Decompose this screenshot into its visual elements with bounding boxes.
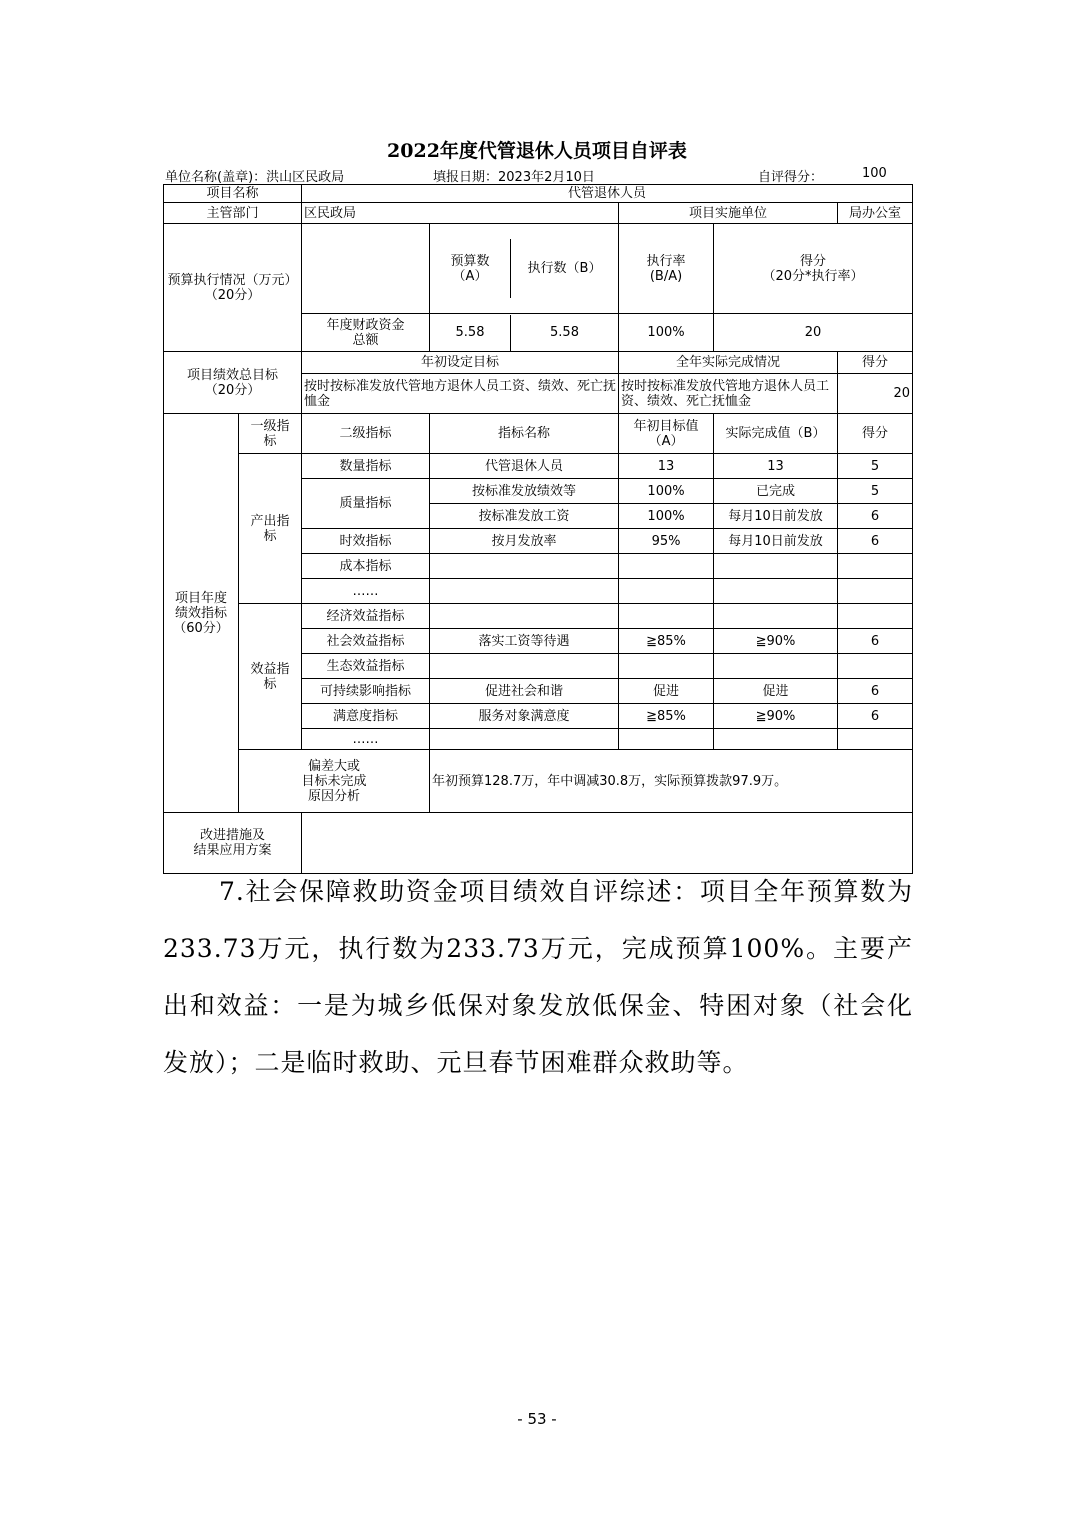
- indicator-name: 按标准发放工资: [430, 504, 619, 529]
- indicator-l2: ……: [302, 579, 430, 604]
- exec-value: 5.58: [550, 325, 579, 340]
- indicator-name: [430, 604, 619, 629]
- indicator-name: [430, 654, 619, 679]
- budget-empty: [302, 224, 430, 314]
- indicator-score: 6: [838, 679, 913, 704]
- overall-actual: 按时按标准发放代管地方退休人员工资、绩效、死亡抚恤金: [619, 374, 838, 414]
- unit-name: 单位名称(盖章)：洪山区民政局: [165, 170, 345, 185]
- indicator-l2: 经济效益指标: [302, 604, 430, 629]
- indicator-name: [430, 554, 619, 579]
- indicator-l2: 质量指标: [302, 479, 430, 529]
- indicator-actual: 每月10日前发放: [714, 529, 838, 554]
- indicator-score: [838, 654, 913, 679]
- l2-header: 二级指标: [302, 414, 430, 454]
- indicator-target: [619, 654, 714, 679]
- indicator-actual: [714, 729, 838, 750]
- indicator-target: ≧85%: [619, 629, 714, 654]
- rate-value: 100%: [619, 314, 714, 352]
- page-number: - 53 -: [517, 1410, 557, 1428]
- indicator-score: 6: [838, 504, 913, 529]
- indicator-actual: [714, 604, 838, 629]
- summary-paragraph: [163, 863, 913, 1091]
- indicator-target: ≧85%: [619, 704, 714, 729]
- indicator-actual: 13: [714, 454, 838, 479]
- budget-value: 5.58: [430, 315, 511, 351]
- indicator-name: 按标准发放绩效等: [430, 479, 619, 504]
- ind-score-header: 得分: [838, 414, 913, 454]
- l1-header: 一级指 标: [239, 414, 302, 454]
- indicator-name: 按月发放率: [430, 529, 619, 554]
- table-row: [164, 414, 913, 454]
- indicator-actual: 已完成: [714, 479, 838, 504]
- indicator-name: 服务对象满意度: [430, 704, 619, 729]
- table-row: [164, 604, 913, 629]
- indicator-actual: 每月10日前发放: [714, 504, 838, 529]
- benefit-label: 效益指 标: [239, 604, 302, 750]
- improve-label: 改进措施及 结果应用方案: [164, 813, 302, 874]
- dept-label: 主管部门: [164, 203, 302, 224]
- indicator-actual: 促进: [714, 679, 838, 704]
- summary-text: 7.社会保障救助资金项目绩效自评综述：项目全年预算数为233.73万元，执行数为233.73万元，完成预算100%。主要产出和效益：一是为城乡低保对象发放低保金、特困对象（社会化发放）；二是临时救助、元旦春节困难群众救助等。: [163, 877, 913, 1077]
- indicator-score: 6: [838, 629, 913, 654]
- indicator-score: [838, 729, 913, 750]
- target-header: 年初目标值 （A）: [619, 414, 714, 454]
- indicator-name: [430, 579, 619, 604]
- indicator-name: 促进社会和谐: [430, 679, 619, 704]
- indicator-score: 6: [838, 704, 913, 729]
- form-meta: [165, 166, 912, 184]
- table-row: [164, 185, 913, 203]
- fill-date: 填报日期：2023年2月10日: [433, 170, 595, 185]
- indicator-target: 100%: [619, 479, 714, 504]
- page-title: 2022年度代管退休人员项目自评表: [387, 140, 687, 162]
- overall-target-header: 年初设定目标: [302, 352, 619, 374]
- indicator-score: 5: [838, 454, 913, 479]
- indicator-score: 6: [838, 529, 913, 554]
- indicator-l2: 可持续影响指标: [302, 679, 430, 704]
- overall-score-header: 得分: [838, 352, 913, 374]
- indicator-target: [619, 729, 714, 750]
- indicator-l2: 成本指标: [302, 554, 430, 579]
- evaluation-table: [163, 184, 913, 874]
- deviation-label: 偏差大或 目标未完成 原因分析: [239, 750, 430, 813]
- indicator-target: 95%: [619, 529, 714, 554]
- indicator-actual: [714, 579, 838, 604]
- table-row: [164, 224, 913, 314]
- table-row: [164, 750, 913, 813]
- indicator-actual: [714, 554, 838, 579]
- budget-header: 预算数 （A）: [430, 239, 511, 298]
- indicator-l2: 生态效益指标: [302, 654, 430, 679]
- indicator-l2: 时效指标: [302, 529, 430, 554]
- indicator-target: [619, 604, 714, 629]
- indicator-actual: ≧90%: [714, 629, 838, 654]
- exec-header: 执行数（B）: [527, 261, 602, 276]
- indicator-name: 代管退休人员: [430, 454, 619, 479]
- indicator-score: [838, 554, 913, 579]
- score-header: 得分 （20分*执行率）: [714, 224, 913, 314]
- indicator-name: 落实工资等待遇: [430, 629, 619, 654]
- indicator-l2: 数量指标: [302, 454, 430, 479]
- budget-row-label: 年度财政资金 总额: [302, 314, 430, 352]
- indicator-name: [430, 729, 619, 750]
- deviation-text: 年初预算128.7万，年中调减30.8万，实际预算拨款97.9万。: [430, 750, 913, 813]
- indicator-target: 促进: [619, 679, 714, 704]
- overall-actual-header: 全年实际完成情况: [619, 352, 838, 374]
- name-header: 指标名称: [430, 414, 619, 454]
- impl-label: 项目实施单位: [619, 203, 838, 224]
- dept-value: 区民政局: [302, 203, 619, 224]
- indicator-l2: ……: [302, 729, 430, 750]
- impl-value: 局办公室: [838, 203, 913, 224]
- indicator-score: 5: [838, 479, 913, 504]
- overall-score: 20: [838, 374, 913, 414]
- budget-score: 20: [714, 314, 913, 352]
- table-row: [164, 352, 913, 374]
- indicator-target: [619, 554, 714, 579]
- score-value: 100: [862, 166, 887, 181]
- output-label: 产出指 标: [239, 454, 302, 604]
- actual-header: 实际完成值（B）: [714, 414, 838, 454]
- score-label: 自评得分：: [758, 170, 824, 185]
- project-name: 代管退休人员: [302, 185, 913, 203]
- indicators-label: 项目年度 绩效指标 （60分）: [164, 414, 239, 813]
- overall-label: 项目绩效总目标 （20分）: [164, 352, 302, 414]
- indicator-l2: 满意度指标: [302, 704, 430, 729]
- overall-target: 按时按标准发放代管地方退休人员工资、绩效、死亡抚恤金: [302, 374, 619, 414]
- indicator-actual: ≧90%: [714, 704, 838, 729]
- table-row: [164, 454, 913, 479]
- indicator-target: [619, 579, 714, 604]
- indicator-target: 13: [619, 454, 714, 479]
- indicator-target: 100%: [619, 504, 714, 529]
- table-row: [164, 203, 913, 224]
- indicator-actual: [714, 654, 838, 679]
- indicator-score: [838, 579, 913, 604]
- indicator-score: [838, 604, 913, 629]
- rate-header: 执行率 (B/A): [619, 224, 714, 314]
- indicator-l2: 社会效益指标: [302, 629, 430, 654]
- budget-label: 预算执行情况（万元） （20分）: [164, 224, 302, 352]
- project-name-label: 项目名称: [164, 185, 302, 203]
